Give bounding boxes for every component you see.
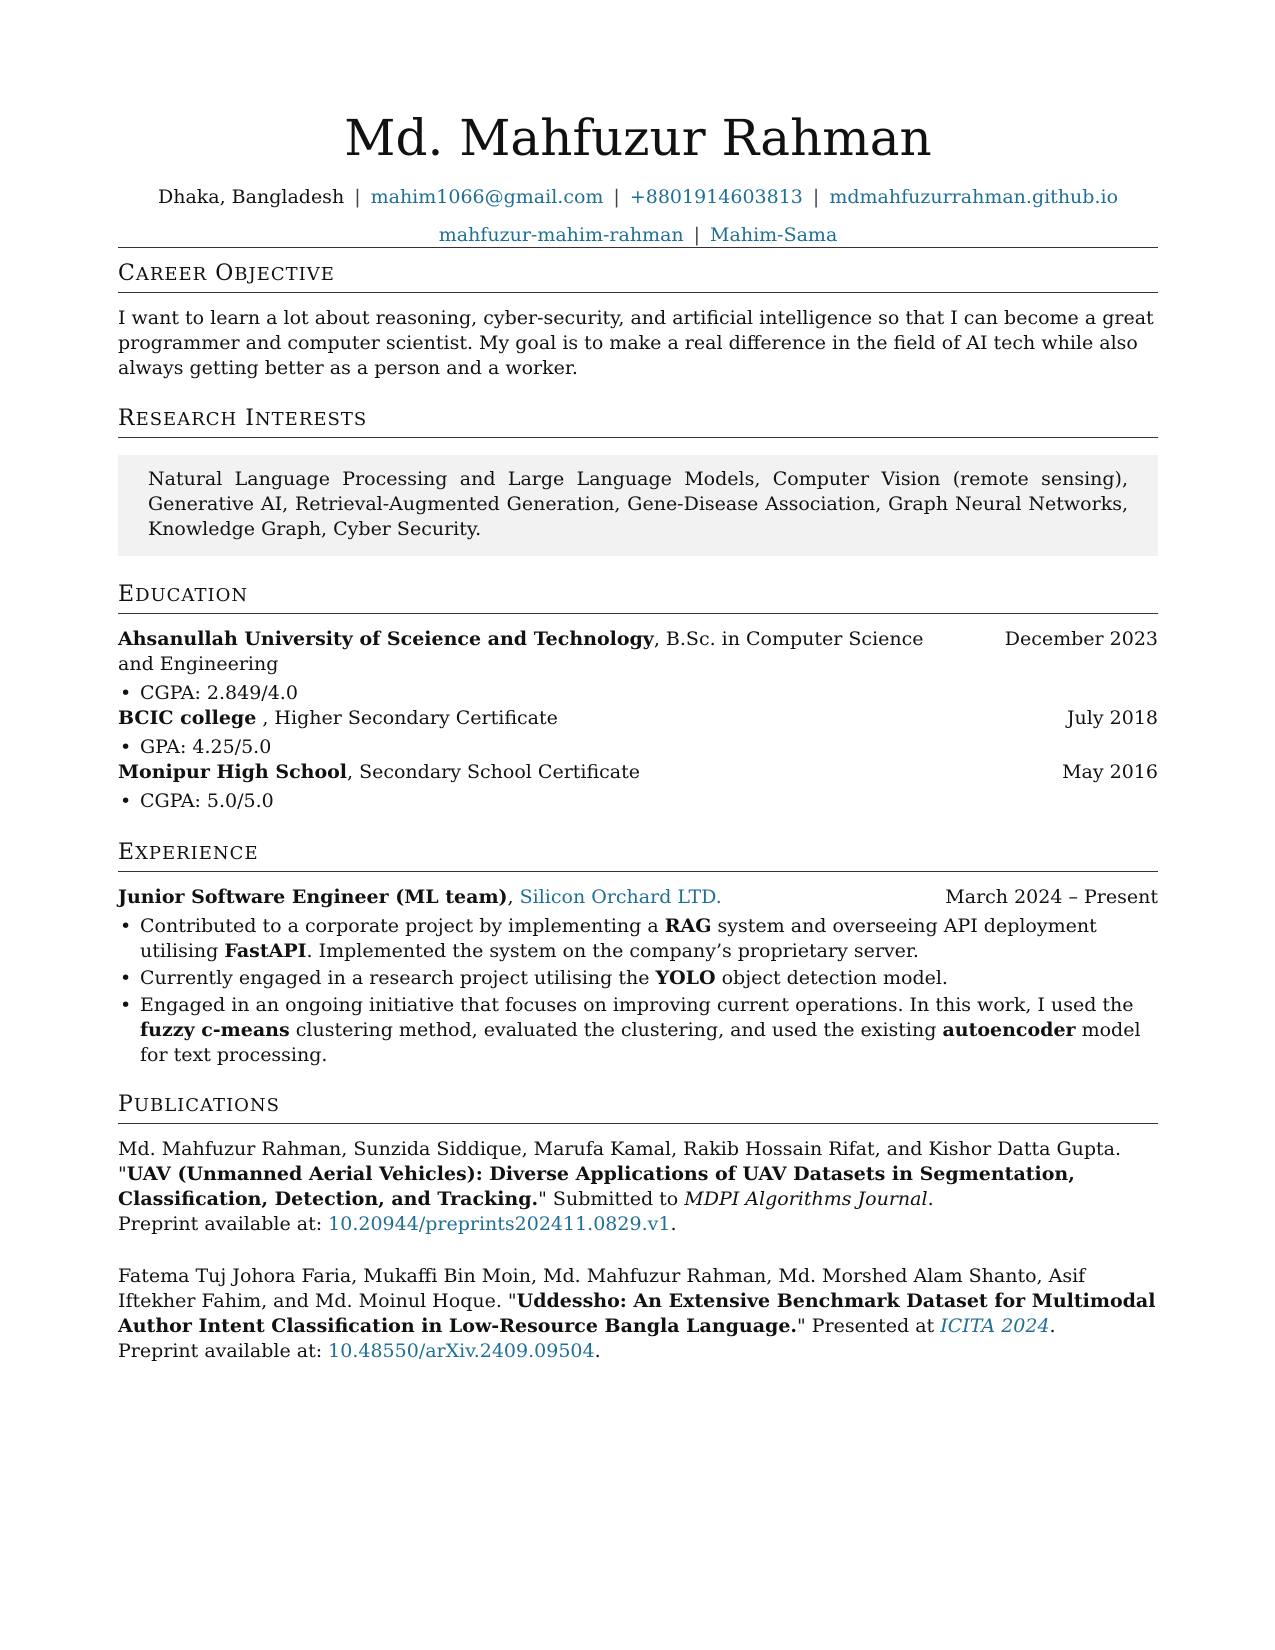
- publication-item: Fatema Tuj Johora Faria, Mukaffi Bin Moin, Md. Mahfuzur Rahman, Md. Morshed Alam Shanto, Asif Iftekher Fahim, and Md. Moinul Hoque. "Uddessho: An Extensive Benchmark Dataset for Multimodal Author Intent Classification in Low-Resource Bangla Language." Presented at ICITA 2024. Preprint available at: 10.48550/arXiv.2409.09504.: [118, 1265, 1156, 1362]
- education-date: December 2023: [1004, 628, 1158, 650]
- section-title-experience: EXPERIENCE: [118, 839, 1158, 872]
- publication-venue: MDPI Algorithms Journal: [684, 1188, 928, 1210]
- research-interests-section: [118, 405, 1158, 556]
- separator: |: [354, 186, 361, 208]
- section-title-publications: PUBLICATIONS: [118, 1091, 1158, 1124]
- job-role: Junior Software Engineer (ML team): [118, 886, 508, 908]
- preprint-label: Preprint available at:: [118, 1340, 329, 1362]
- grade-bullet: • GPA: 4.25/5.0: [118, 735, 1158, 760]
- separator: |: [812, 186, 820, 208]
- github-link[interactable]: Mahim-Sama: [710, 224, 838, 246]
- degree-text: , Higher Secondary Certificate: [256, 707, 558, 729]
- education-date: May 2016: [1062, 761, 1158, 783]
- section-title-research-interests: RESEARCH INTERESTS: [118, 405, 1158, 438]
- grade-bullet: • CGPA: 5.0/5.0: [118, 789, 1158, 814]
- degree-text: , B.Sc. in Computer Science: [653, 628, 924, 650]
- institution-name: BCIC college: [118, 707, 257, 729]
- research-interests-box: Natural Language Processing and Large Language Models, Computer Vision (remote sensing), Generative AI, Retrieval-Augmented Generation, Gene-Disease Association, Graph Neural Networks, Knowledge Graph, Cyber Security.: [118, 455, 1158, 556]
- linkedin-link[interactable]: mahfuzur-mahim-rahman: [438, 224, 684, 246]
- education-header-row: [118, 706, 1158, 731]
- phone-link[interactable]: +8801914603813: [629, 186, 803, 208]
- publications-section: [118, 1091, 1158, 1364]
- experience-date: March 2024 – Present: [945, 886, 1158, 908]
- section-title-career-objective: CAREER OBJECTIVE: [118, 260, 1158, 293]
- separator: |: [613, 186, 620, 208]
- website-link[interactable]: mdmahfuzurrahman.github.io: [829, 186, 1119, 208]
- institution-name: Ahsanullah University of Sceience and Technology: [118, 628, 654, 650]
- education-entry: [118, 760, 1158, 814]
- institution-name: Monipur High School: [118, 761, 348, 783]
- candidate-name: Md. Mahfuzur Rahman: [344, 109, 932, 167]
- publication-authors: Fatema Tuj Johora Faria, Mukaffi Bin Moin, Md. Mahfuzur Rahman, Md. Morshed Alam Shanto, Asif Iftekher Fahim, and Md. Moinul Hoque. ": [118, 1265, 1086, 1312]
- doi-link[interactable]: 10.48550/arXiv.2409.09504: [328, 1340, 595, 1362]
- experience-bullet: • Engaged in an ongoing initiative that focuses on improving current operations. In this work, I used the fuzzy c-means clustering method, evaluated the clustering, and used the existing autoencoder model for text processing.: [118, 993, 1158, 1068]
- education-header-row: [118, 627, 1158, 652]
- career-objective-section: [118, 260, 1158, 381]
- publication-item: Md. Mahfuzur Rahman, Sunzida Siddique, Marufa Kamal, Rakib Hossain Rifat, and Kishor Datta Gupta. "UAV (Unmanned Aerial Vehicles): Diverse Applications of UAV Datasets in Segmentation, Classification, Detection, and Tracking." Submitted to MDPI Algorithms Journal. Preprint available at: 10.20944/preprints202411.0829.v1.: [118, 1138, 1122, 1235]
- education-date: July 2018: [1066, 707, 1158, 729]
- grade-bullet: • CGPA: 2.849/4.0: [118, 681, 1158, 706]
- degree-text: , Secondary School Certificate: [347, 761, 641, 783]
- publication-title: Uddessho: An Extensive Benchmark Dataset for Multimodal Author Intent Classification in Low-Resource Bangla Language.: [118, 1290, 1156, 1337]
- publication-authors: Md. Mahfuzur Rahman, Sunzida Siddique, Marufa Kamal, Rakib Hossain Rifat, and Kishor Datta Gupta. ": [118, 1138, 1122, 1185]
- company-link[interactable]: Silicon Orchard LTD.: [519, 886, 722, 908]
- career-objective-text: I want to learn a lot about reasoning, cyber-security, and artificial intelligence so that I can become a great programmer and computer scientist. My goal is to make a real difference in the field of AI tech while also always getting better as a person and a worker.: [118, 307, 1154, 379]
- location-text: Dhaka, Bangladesh: [157, 186, 345, 208]
- contact-row-primary: [118, 184, 1158, 210]
- experience-bullet: • Contributed to a corporate project by implementing a RAG system and overseeing API deployment utilising FastAPI. Implemented the system on the company’s proprietary server.: [118, 914, 1158, 964]
- header-divider: [118, 247, 1158, 248]
- preprint-label: Preprint available at:: [118, 1213, 329, 1235]
- education-entry: [118, 706, 1158, 760]
- experience-section: [118, 839, 1158, 1068]
- education-header-row: [118, 760, 1158, 785]
- degree-continuation: and Engineering: [118, 653, 279, 675]
- experience-header-row: Junior Software Engineer (ML team), Silicon Orchard LTD. March 2024 – Present: [118, 886, 1158, 908]
- separator: |: [693, 224, 701, 246]
- email-link[interactable]: mahim1066@gmail.com: [370, 186, 604, 208]
- experience-bullet: • Currently engaged in a research project utilising the YOLO object detection model.: [118, 966, 1158, 991]
- education-section: [118, 581, 1158, 814]
- venue-link[interactable]: ICITA 2024: [940, 1315, 1050, 1337]
- contact-row-secondary: [118, 222, 1158, 248]
- publication-title: UAV (Unmanned Aerial Vehicles): Diverse Applications of UAV Datasets in Segmentation, Classification, Detection, and Tracking.: [118, 1163, 1075, 1210]
- education-entry: [118, 627, 1158, 706]
- section-title-education: EDUCATION: [118, 581, 1158, 614]
- doi-link[interactable]: 10.20944/preprints202411.0829.v1: [328, 1213, 671, 1235]
